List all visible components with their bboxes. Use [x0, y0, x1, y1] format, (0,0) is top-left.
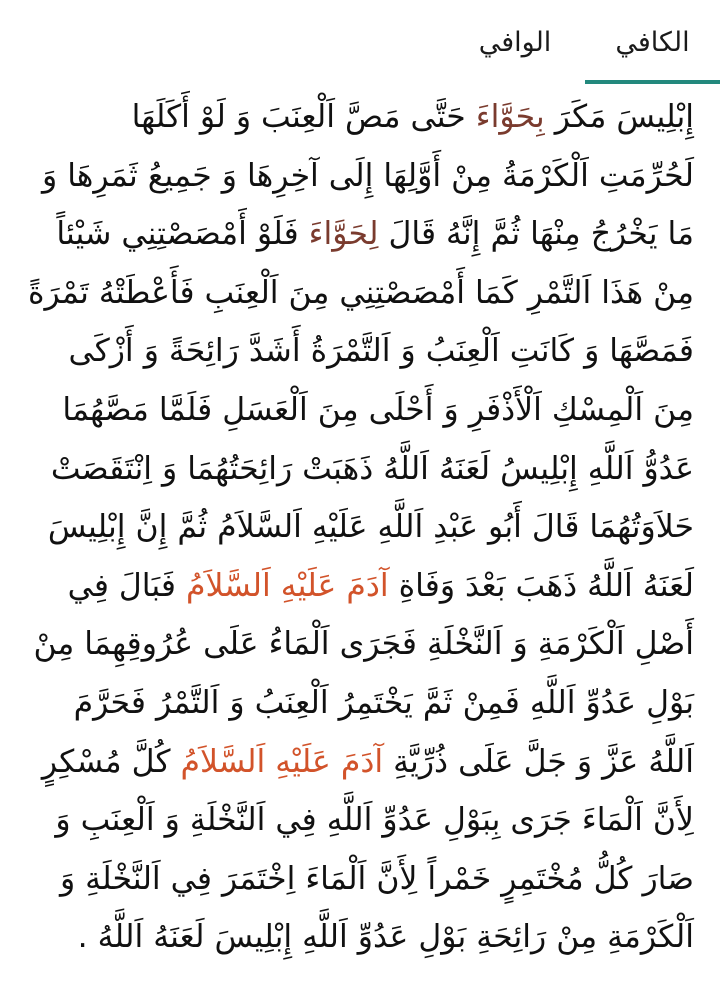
hadith-text — [0, 84, 720, 967]
tab-al-kafi[interactable] — [585, 0, 720, 84]
text-segment: مِنْ هَذَا اَلتَّمْرِ كَمَا أَمْصَصْتِنِي مِنَ اَلْعِنَبِ فَأَعْطَتْهُ تَمْرَةً — [27, 274, 694, 311]
text-segment: لَعَنَهُ اَللَّهُ ذَهَبَ بَعْدَ وَفَاةِ — [388, 567, 694, 604]
text-line — [26, 498, 694, 557]
text-segment: حَتَّى مَصَّ اَلْعِنَبَ وَ لَوْ أَكَلَهَا — [131, 99, 476, 135]
tab-al-wafi[interactable] — [445, 0, 585, 84]
text-line — [26, 908, 694, 967]
text-segment: اَللَّهُ عَزَّ وَ جَلَّ عَلَى ذُرِّيَّةِ — [383, 743, 694, 780]
tab-al-wafi-label: الوافي — [478, 26, 552, 58]
text-segment: حَلاَوَتُهُمَا قَالَ أَبُو عَبْدِ اَللَّهِ عَلَيْهِ اَلسَّلاَمُ ثُمَّ إِنَّ إِبْلِيسَ — [47, 509, 694, 546]
active-tab-indicator — [585, 80, 720, 84]
text-segment: لَحُرِّمَتِ اَلْكَرْمَةُ مِنْ أَوَّلِهَا إِلَى آخِرِهَا وَ جَمِيعُ ثَمَرِهَا وَ — [41, 157, 694, 194]
text-line — [26, 88, 694, 147]
text-line — [26, 147, 694, 206]
text-segment: مَا يَخْرُجُ مِنْهَا ثُمَّ إِنَّهُ قَالَ — [378, 216, 694, 253]
text-line — [26, 264, 694, 323]
text-segment: أَصْلِ اَلْكَرْمَةِ وَ اَلنَّخْلَةِ فَجَرَى اَلْمَاءُ عَلَى عُرُوقِهِمَا مِنْ — [33, 626, 694, 663]
text-line — [26, 440, 694, 499]
text-line — [26, 205, 694, 264]
tab-bar — [0, 0, 720, 84]
text-segment: فَلَوْ أَمْصَصْتِنِي شَيْئاً — [56, 216, 309, 253]
tab-al-kafi-label: الكافي — [615, 26, 690, 58]
text-segment: صَارَ كُلُّ مُخْتَمِرٍ خَمْراً لِأَنَّ اَلْمَاءَ اِخْتَمَرَ فِي اَلنَّخْلَةِ وَ — [59, 860, 694, 897]
text-line — [26, 615, 694, 674]
text-line — [26, 850, 694, 909]
text-segment: اَلْكَرْمَةِ مِنْ رَائِحَةِ بَوْلِ عَدُوِّ اَللَّهِ إِبْلِيسَ لَعَنَهُ اَللَّهُ . — [77, 919, 694, 956]
text-line — [26, 557, 694, 616]
text-line — [26, 381, 694, 440]
prophet-name-highlight: آدَمَ عَلَيْهِ اَلسَّلاَمُ — [180, 743, 384, 780]
text-line — [26, 674, 694, 733]
text-segment: إِبْلِيسَ مَكَرَ — [544, 99, 694, 135]
text-segment: بَوْلِ عَدُوِّ اَللَّهِ فَمِنْ ثَمَّ يَخْتَمِرُ اَلْعِنَبُ وَ اَلتَّمْرُ فَحَرَّمَ — [73, 684, 694, 721]
text-line — [26, 322, 694, 381]
text-segment: مِنَ اَلْمِسْكِ اَلْأَذْفَرِ وَ أَحْلَى مِنَ اَلْعَسَلِ فَلَمَّا مَصَّهُمَا — [62, 391, 694, 428]
text-segment: كُلَّ مُسْكِرٍ — [41, 743, 181, 780]
text-segment: فَمَصَّهَا وَ كَانَتِ اَلْعِنَبُ وَ اَلتَّمْرَةُ أَشَدَّ رَائِحَةً وَ أَزْكَى — [68, 333, 694, 370]
text-segment: فَبَالَ فِي — [67, 567, 186, 604]
text-line — [26, 791, 694, 850]
name-highlight: لِحَوَّاءَ — [308, 216, 379, 253]
name-highlight: بِحَوَّاءَ — [475, 99, 545, 135]
text-segment: لِأَنَّ اَلْمَاءَ جَرَى بِبَوْلِ عَدُوِّ اَللَّهِ فِي اَلنَّخْلَةِ وَ اَلْعِنَبِ وَ — [55, 802, 694, 839]
text-segment: عَدُوُّ اَللَّهِ إِبْلِيسُ لَعَنَهُ اَللَّهُ ذَهَبَتْ رَائِحَتُهُمَا وَ اِنْتَقَصَتْ — [50, 450, 694, 487]
prophet-name-highlight: آدَمَ عَلَيْهِ اَلسَّلاَمُ — [185, 567, 389, 604]
text-line — [26, 733, 694, 792]
